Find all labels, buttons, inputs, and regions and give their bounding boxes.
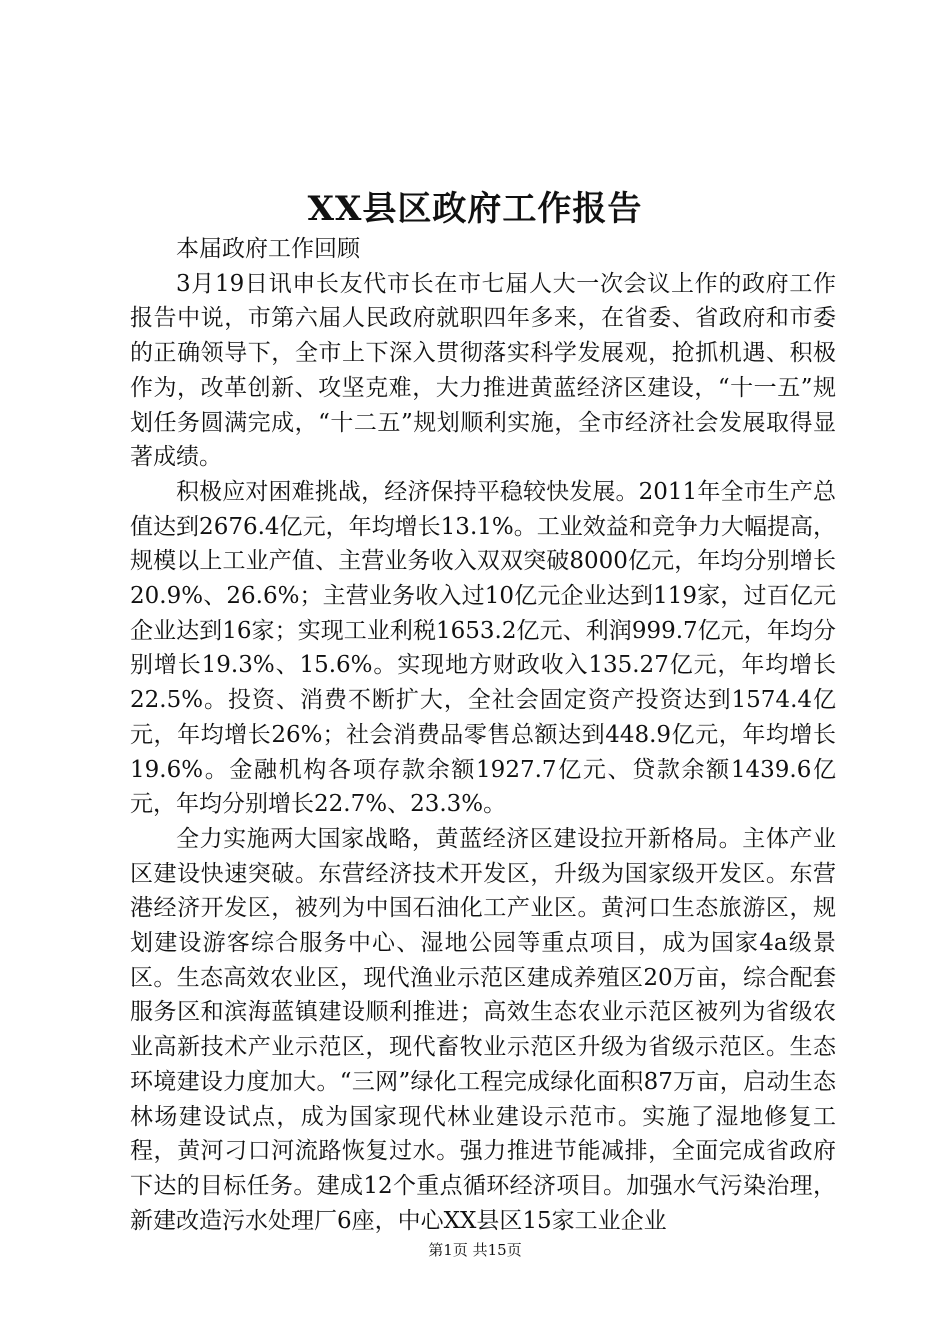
paragraph-strategy: 全力实施两大国家战略，黄蓝经济区建设拉开新格局。主体产业区建设快速突破。东营经济技术开发区，升级为国家级开发区。东营港经济开发区，被列为中国石油化工产业区。黄河口生态旅游区，规划建设游客综合服务中心、湿地公园等重点项目，成为国家4a级景区。生态高效农业区，现代渔业示范区建成养殖区20万亩，综合配套服务区和滨海蓝镇建设顺利推进；高效生态农业示范区被列为省级农业高新技术产业示范区，现代畜牧业示范区升级为省级示范区。生态环境建设力度加大。“三网”绿化工程完成绿化面积87万亩，启动生态林场建设试点，成为国家现代林业建设示范市。实施了湿地修复工程，黄河刁口河流路恢复过水。强力推进节能减排，全面完成省政府下达的目标任务。建成12个重点循环经济项目。加强水气污染治理，新建改造污水处理厂6座，中心XX县区15家工业企业 — [130, 825, 836, 1234]
paragraph-economy: 积极应对困难挑战，经济保持平稳较快发展。2011年全市生产总值达到2676.4亿元，年均增长13.1%。工业效益和竞争力大幅提高，规模以上工业产值、主营业务收入双双突破8000亿元，年均分别增长20.9%、26.6%；主营业务收入过10亿元企业达到119家，过百亿元企业达到16家；实现工业利税1653.2亿元、利润999.7亿元，年均分别增长19.3%、15.6%。实现地方财政收入135.27亿元，年均增长22.5%。投资、消费不断扩大，全社会固定资产投资达到1574.4亿元，年均增长26%；社会消费品零售总额达到448.9亿元，年均增长19.6%。金融机构各项存款余额1927.7亿元、贷款余额1439.6亿元，年均分别增长22.7%、23.3%。 — [130, 478, 836, 818]
document-title: XX县区政府工作报告 — [307, 189, 643, 229]
page-number: 第1页 共15页 — [428, 1241, 522, 1259]
paragraph-intro: 3月19日讯申长友代市长在市七届人大一次会议上作的政府工作报告中说，市第六届人民政府就职四年多来，在省委、省政府和市委的正确领导下，全市上下深入贯彻落实科学发展观，抢抓机遇、积极作为，改革创新、攻坚克难，大力推进黄蓝经济区建设，“十一五”规划任务圆满完成，“十二五”规划顺利实施，全市经济社会发展取得显著成绩。 — [130, 270, 836, 471]
document-body — [130, 232, 836, 1238]
section-heading: 本届政府工作回顾 — [176, 236, 360, 262]
